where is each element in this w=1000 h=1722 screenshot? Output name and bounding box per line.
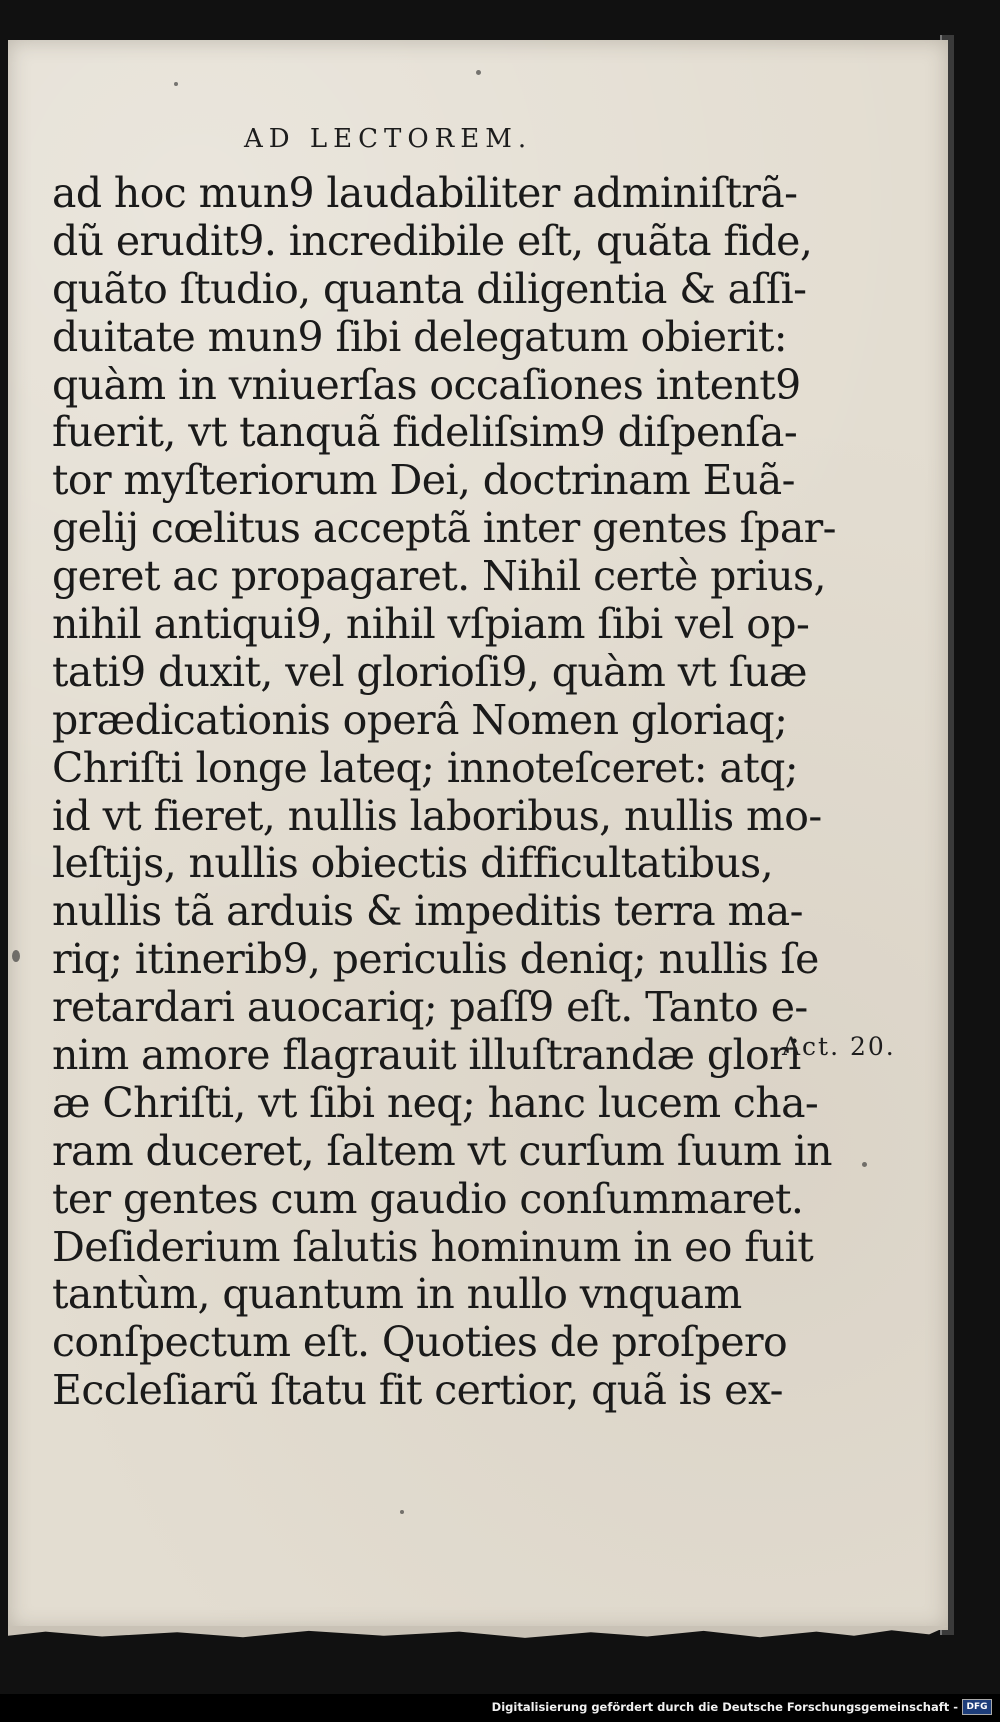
text-line: conſpectum eſt. Quoties de proſpero — [52, 1318, 788, 1367]
text-line: tati9 duxit, vel glorioſi9, quàm vt ſuæ — [52, 647, 807, 696]
text-line: tor myſteriorum Dei, doctrinam Euã- — [52, 456, 795, 505]
funding-credit: Digitalisierung gefördert durch die Deutsche Forschungsgemeinschaft - — [491, 1700, 958, 1714]
paper-speck — [400, 1510, 404, 1514]
text-line: prædicationis operâ Nomen gloriaq; — [52, 695, 788, 744]
text-line: quàm in vniuerſas occaſiones intent9 — [52, 360, 801, 409]
text-line: gelij cœlitus acceptã inter gentes ſpar- — [52, 504, 836, 553]
text-line: nihil antiqui9, nihil vſpiam ſibi vel op- — [52, 600, 810, 649]
text-line: dũ erudit9. incredibile eſt, quãta fide, — [52, 216, 813, 265]
paper-speck — [174, 82, 178, 86]
text-line: leſtijs, nullis obiectis difficultatibus, — [52, 839, 774, 888]
text-line: quãto ſtudio, quanta diligentia & aſſi- — [52, 264, 807, 313]
text-line: duitate mun9 ſibi delegatum obierit: — [52, 312, 788, 361]
text-line: ram duceret, ſaltem vt curſum ſuum in — [52, 1126, 832, 1175]
margin-note: Act. 20. — [782, 1032, 896, 1061]
text-line: ter gentes cum gaudio conſummaret. — [52, 1174, 804, 1223]
paper-speck — [12, 950, 20, 962]
body-text — [52, 169, 836, 1415]
text-line: æ Chriſti, vt ſibi neq; hanc lucem cha- — [52, 1078, 819, 1127]
text-line: geret ac propagaret. Nihil certè prius, — [52, 552, 826, 601]
text-line: retardari auocariq; paſſ9 eſt. Tanto e- — [52, 983, 808, 1032]
text-line: fuerit, vt tanquã fideliſsim9 diſpenſa- — [52, 408, 798, 457]
text-line: nim amore flagrauit illuſtrandæ glori — [52, 1031, 801, 1080]
text-line: nullis tã arduis & impeditis terra ma- — [52, 887, 803, 936]
paper-speck — [862, 1162, 867, 1167]
running-header: AD LECTOREM. — [244, 124, 533, 154]
text-line: riq; itinerib9, periculis deniq; nullis ſe — [52, 935, 819, 984]
text-line: id vt fieret, nullis laboribus, nullis mo- — [52, 791, 822, 840]
paper-speck — [476, 70, 481, 75]
text-line: Eccleſiarũ ſtatu fit certior, quã is ex- — [52, 1366, 783, 1415]
text-line: Chriſti longe lateq; innoteſceret: atq; — [52, 743, 798, 792]
text-line: ad hoc mun9 laudabiliter adminiſtrã- — [52, 169, 798, 217]
text-line: Deſiderium ſalutis hominum in eo fuit — [52, 1222, 814, 1271]
text-line: tantùm, quantum in nullo vnquam — [52, 1270, 742, 1319]
dfg-logo: DFG — [962, 1699, 992, 1715]
